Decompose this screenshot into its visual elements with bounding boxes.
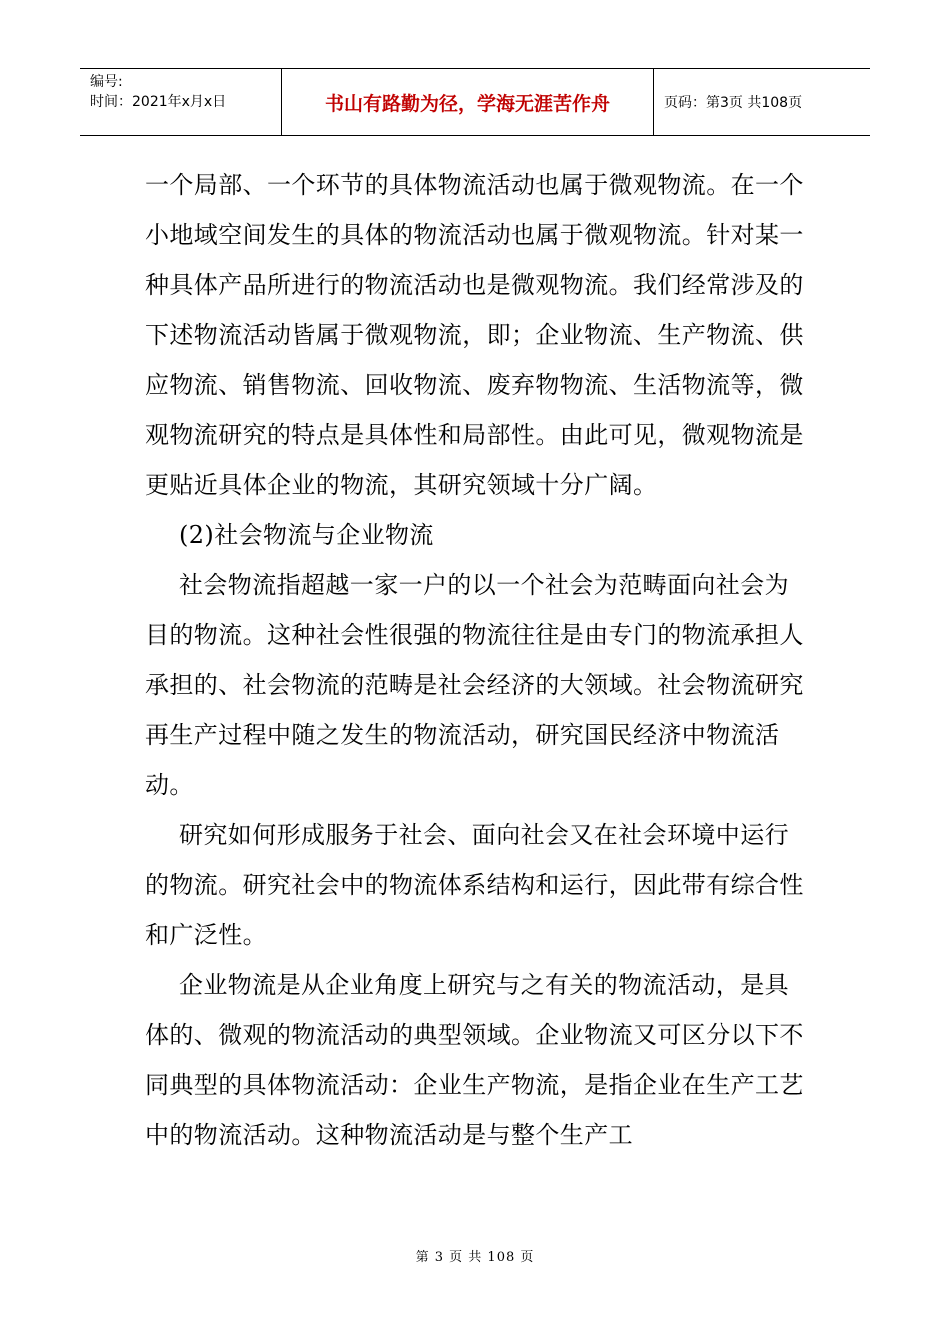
section-heading: (2)社会物流与企业物流: [179, 521, 434, 549]
body-paragraph-1: 一个局部、一个环节的具体物流活动也属于微观物流。在一个小地域空间发生的具体的物流活动也属于微观物流。针对某一种具体产品所进行的物流活动也是微观物流。我们经常涉及的下述物流活动皆属于微观物流，即；企业物流、生产物流、供应物流、销售物流、回收物流、废弃物物流、生活物流等，微观物流研究的特点是具体性和局部性。由此可见，微观物流是更贴近具体企业的物流，其研究领域十分广阔。: [145, 171, 804, 499]
header-motto: 书山有路勤为径，学海无涯苦作舟: [282, 69, 654, 135]
header-meta-cell: [80, 69, 282, 135]
body-paragraph-3: 研究如何形成服务于社会、面向社会又在社会环境中运行的物流。研究社会中的物流体系结构和运行，因此带有综合性和广泛性。: [145, 821, 804, 949]
page-header: [80, 68, 870, 136]
body-paragraph-4: 企业物流是从企业角度上研究与之有关的物流活动，是具体的、微观的物流活动的典型领域。企业物流又可区分以下不同典型的具体物流活动：企业生产物流，是指企业在生产工艺中的物流活动。这种物流活动是与整个生产工: [145, 971, 804, 1149]
document-body: [145, 160, 807, 1160]
header-page-info: 页码：第3页 共108页: [664, 95, 803, 111]
document-time: 时间：2021年x月x日: [90, 94, 227, 110]
body-paragraph-2: 社会物流指超越一家一户的以一个社会为范畴面向社会为目的物流。这种社会性很强的物流往往是由专门的物流承担人承担的、社会物流的范畴是社会经济的大领域。社会物流研究再生产过程中随之发生的物流活动，研究国民经济中物流活动。: [145, 571, 804, 799]
page-footer: 第 3 页 共 108 页: [415, 1250, 535, 1265]
document-number-label: 编号:: [90, 74, 123, 90]
